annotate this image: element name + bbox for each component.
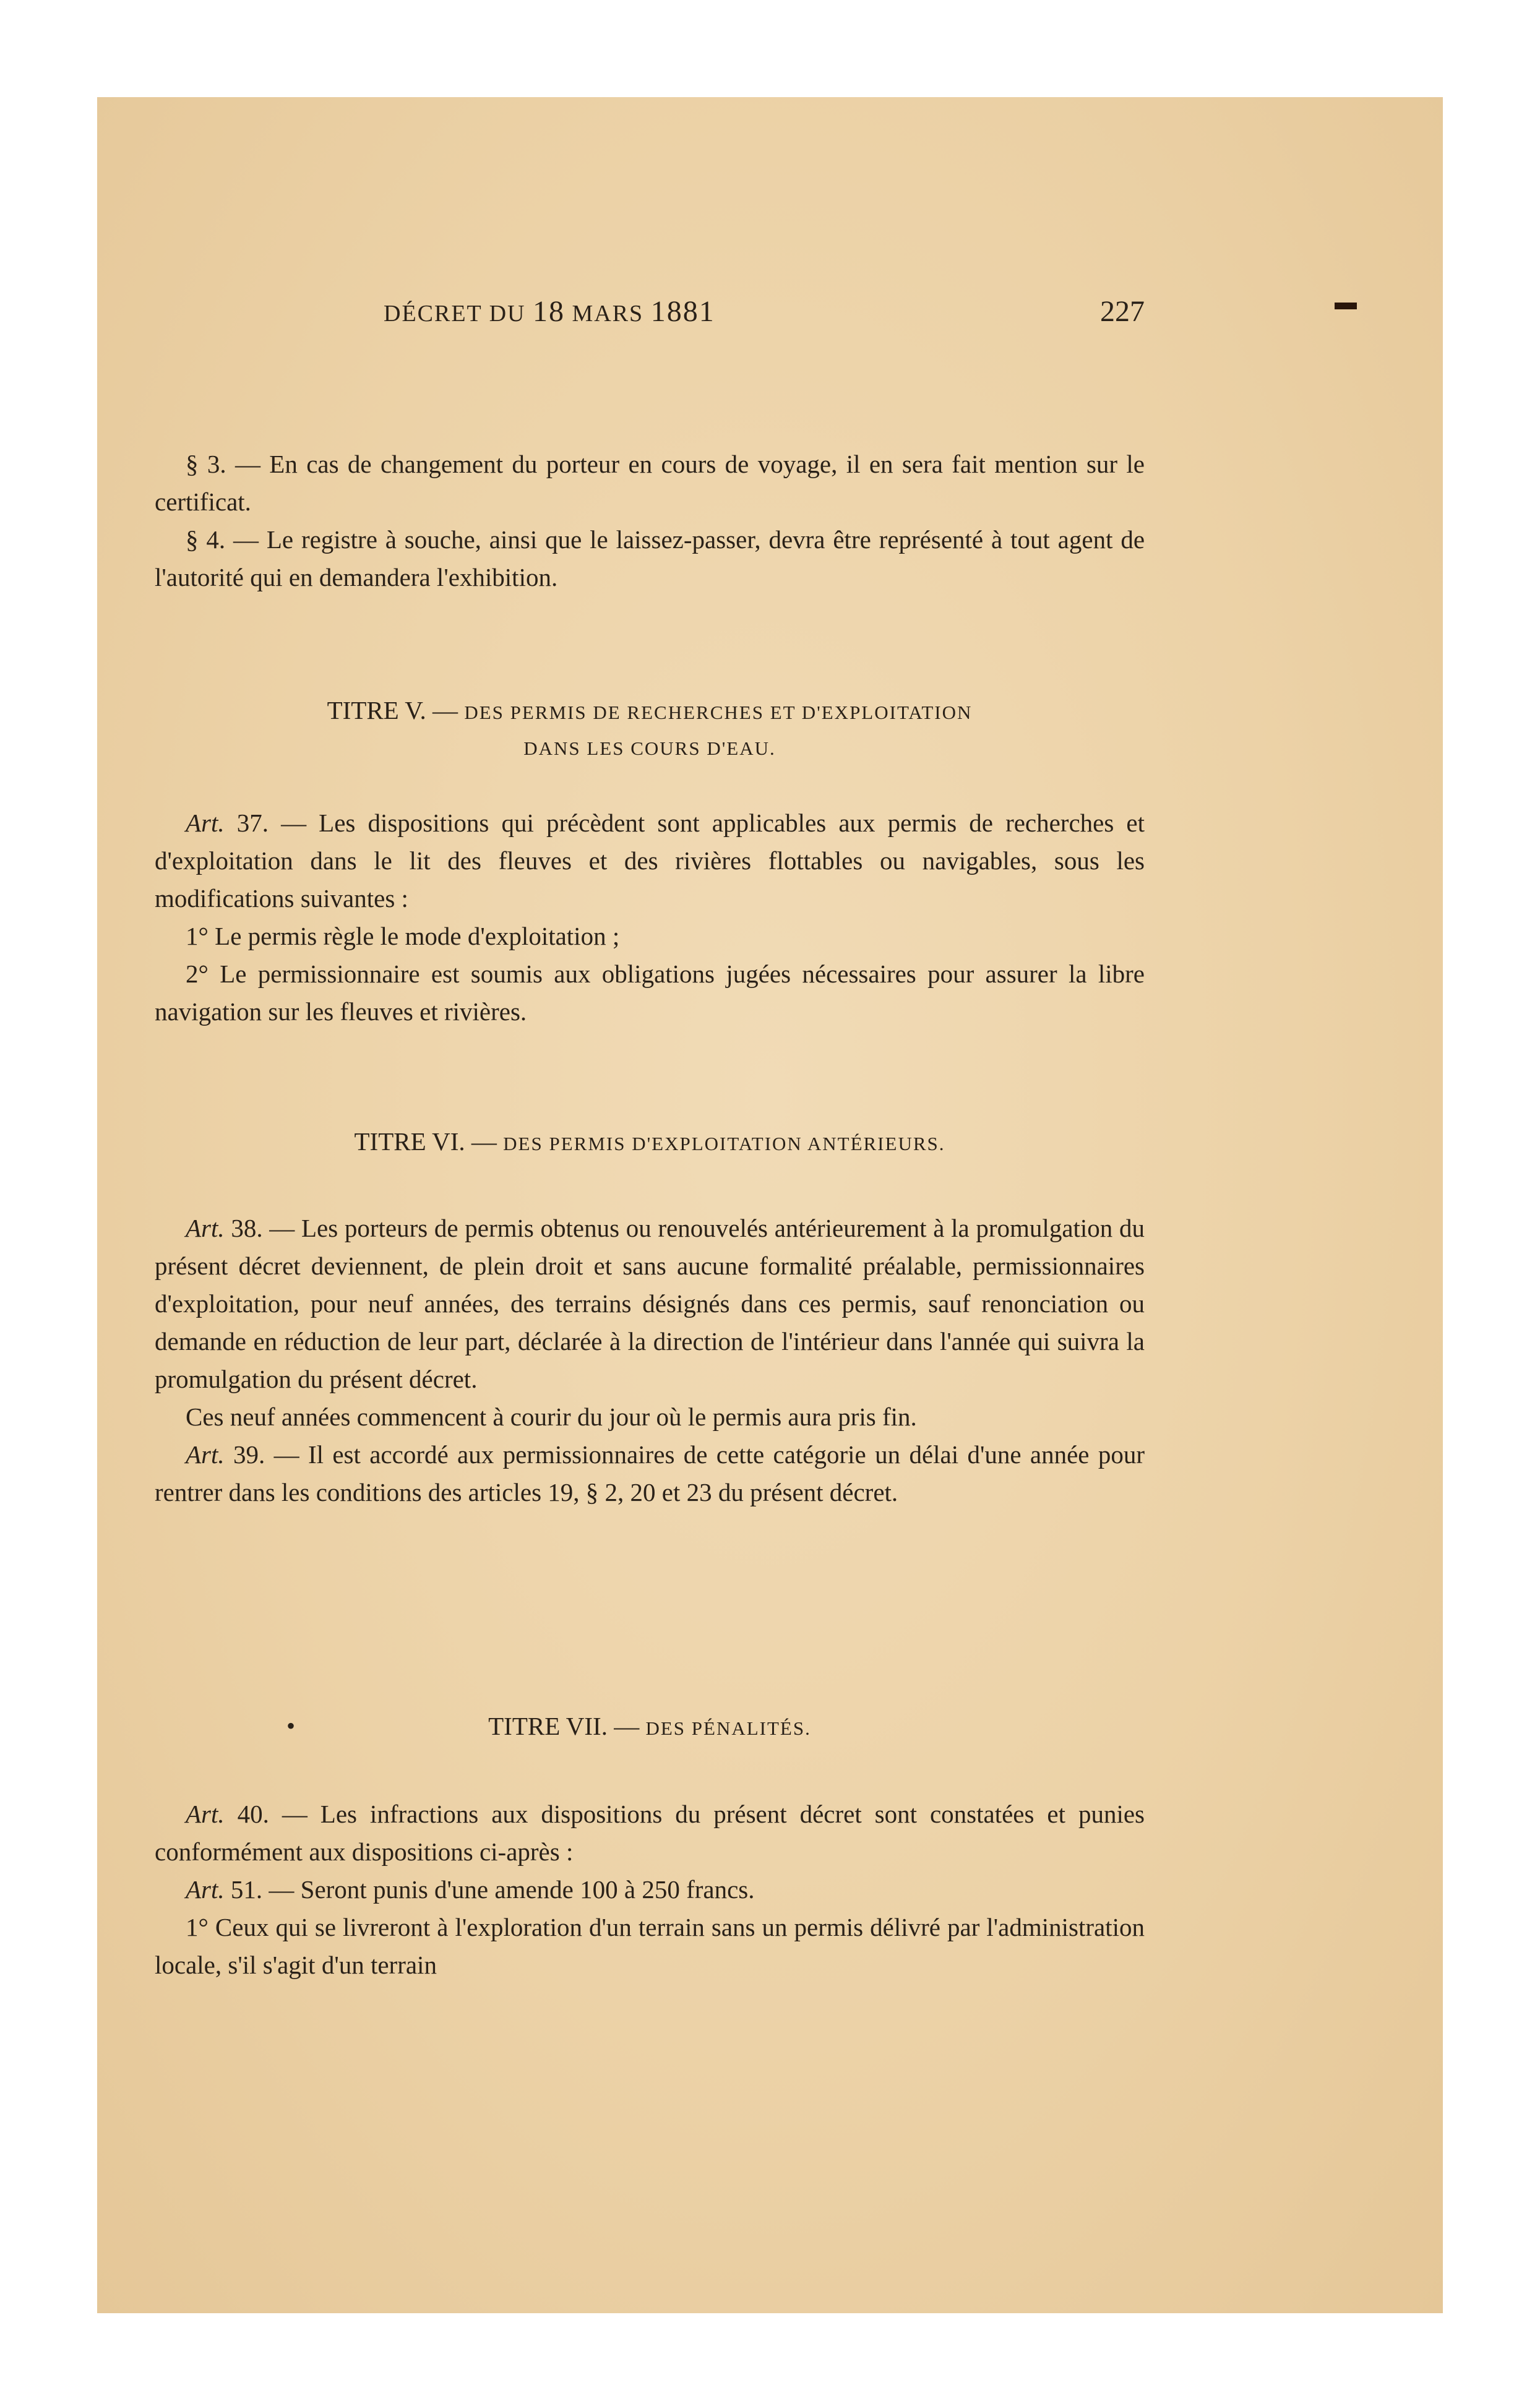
titre-7-heading: TITRE VII. — DES PÉNALITÉS.: [488, 1712, 811, 1740]
bullet-mark: •: [286, 1712, 296, 1740]
list-item: 2° Le permissionnaire est soumis aux obligations jugées nécessaires pour assurer la libre navigation sur les fleuves et rivières.: [155, 960, 1145, 1026]
article-39: Art. 39. — Il est accordé aux permissionnaires de cette catégorie un délai d'une année pour rentrer dans les conditions des articles 19, § 2, 20 et 23 du présent décret.: [155, 1440, 1145, 1506]
article-40: Art. 40. — Les infractions aux dispositions du présent décret sont constatées et punies conformément aux dispositions ci-après :: [155, 1800, 1145, 1866]
article-38: Art. 38. — Les porteurs de permis obtenus ou renouvelés antérieurement à la promulgation du présent décret deviennent, de plein droit et sans aucune formalité préalable, permissionnaires d'exploitation, pour neuf années, des terrains désignés dans ces permis, sauf renonciation ou demande en réduction de leur part, déclarée à la direction de l'intérieur dans l'année qui suivra la promulgation du présent décret.: [155, 1214, 1145, 1393]
articles-40-51: [155, 1795, 1145, 1984]
titre-5-heading: TITRE V. — DES PERMIS DE RECHERCHES ET D'EXPLOITATION DANS LES COURS D'EAU.: [327, 696, 973, 759]
article-38-paragraph-2: Ces neuf années commencent à courir du jour où le permis aura pris fin.: [186, 1403, 917, 1431]
articles-38-39: [155, 1209, 1145, 1511]
article-51: Art. 51. — Seront punis d'une amende 100 à 250 francs.: [186, 1875, 755, 1904]
page-number: 227: [1100, 295, 1145, 328]
running-head: [155, 294, 1145, 332]
running-title: DÉCRET DU 18 MARS 1881: [384, 295, 715, 328]
list-item: 1° Ceux qui se livreront à l'exploration d'un terrain sans un permis délivré par l'administration locale, s'il s'agit d'un terrain: [155, 1913, 1145, 1979]
margin-mark: [1335, 303, 1357, 309]
list-item: 1° Le permis règle le mode d'exploitation ;: [186, 922, 620, 950]
paragraph-3: § 3. — En cas de changement du porteur en cours de voyage, il en sera fait mention sur le certificat.: [155, 450, 1145, 516]
paragraph-4: § 4. — Le registre à souche, ainsi que le laissez-passer, devra être représenté à tout agent de l'autorité qui en demandera l'exhibition.: [155, 525, 1145, 591]
section-paragraphs: [155, 445, 1145, 596]
article-37: Art. 37. — Les dispositions qui précèdent sont applicables aux permis de recherches et d'exploitation dans le lit des fleuves et des rivières flottables ou navigables, sous les modifications suivantes : 1° Le permis règle le mode d'exploitation ; 2° Le permissionnaire est soumis aux obligations jugées nécessaires pour assurer la libre navigation sur les fleuves et rivières.: [155, 804, 1145, 1031]
titre-6-heading: TITRE VI. — DES PERMIS D'EXPLOITATION ANTÉRIEURS.: [354, 1127, 945, 1156]
